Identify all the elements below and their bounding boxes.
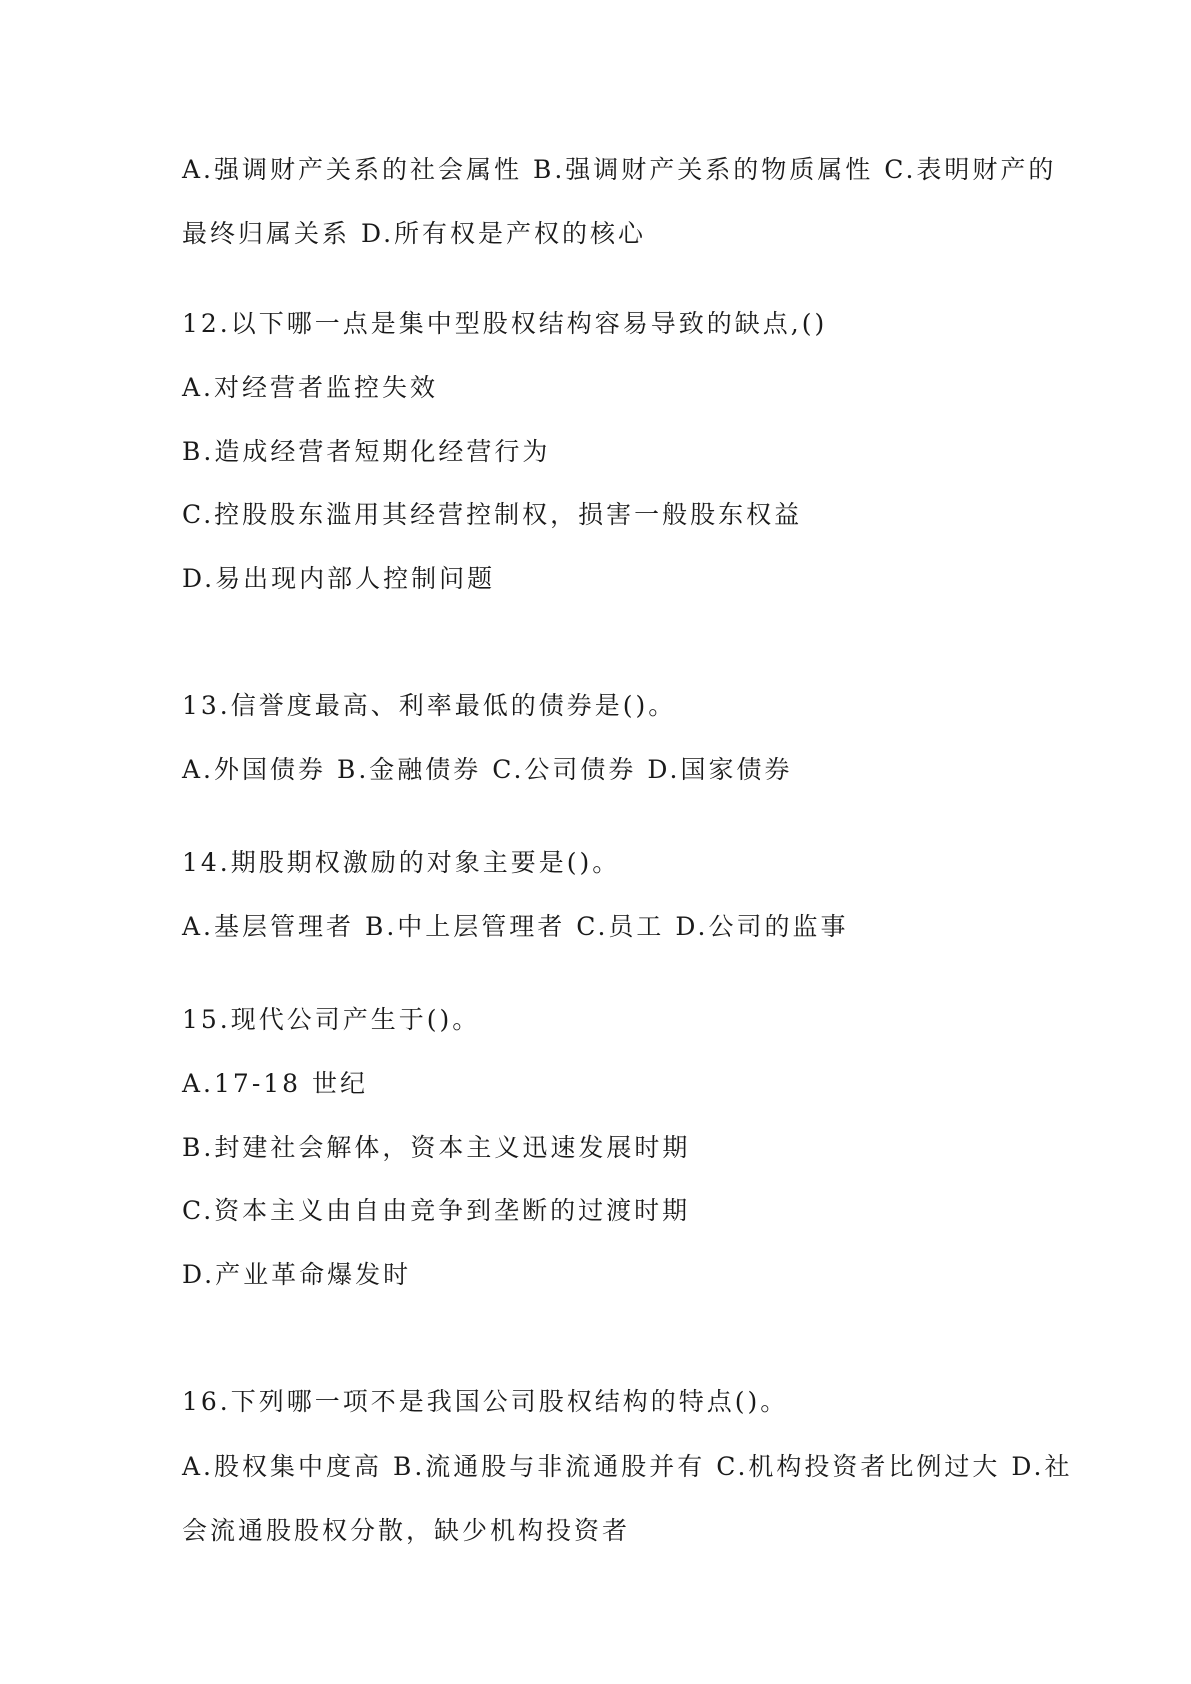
q12-stem: 12.以下哪一点是集中型股权结构容易导致的缺点,() <box>182 309 828 338</box>
q14-options: A.基层管理者 B.中上层管理者 C.员工 D.公司的监事 <box>182 912 849 941</box>
q15-option-d: D.产业革命爆发时 <box>182 1260 412 1289</box>
q12-option-a: A.对经营者监控失效 <box>182 373 439 402</box>
q11-options-line-2: 最终归属关系 D.所有权是产权的核心 <box>182 219 647 248</box>
q13-stem: 13.信誉度最高、利率最低的债券是()。 <box>182 691 677 720</box>
q12-option-d: D.易出现内部人控制问题 <box>182 564 496 593</box>
q16-options-line-1: A.股权集中度高 B.流通股与非流通股并有 C.机构投资者比例过大 D.社 <box>182 1452 1073 1481</box>
q11-options-line-1: A.强调财产关系的社会属性 B.强调财产关系的物质属性 C.表明财产的 <box>182 155 1057 184</box>
q15-option-b: B.封建社会解体，资本主义迅速发展时期 <box>182 1133 691 1162</box>
q15-stem: 15.现代公司产生于()。 <box>182 1005 481 1034</box>
q16-options-line-2: 会流通股股权分散，缺少机构投资者 <box>182 1516 631 1545</box>
q14-stem: 14.期股期权激励的对象主要是()。 <box>182 848 621 877</box>
q12-option-b: B.造成经营者短期化经营行为 <box>182 437 551 466</box>
q16-stem: 16.下列哪一项不是我国公司股权结构的特点()。 <box>182 1387 789 1416</box>
q13-options: A.外国债券 B.金融债券 C.公司债券 D.国家债券 <box>182 755 793 784</box>
q15-option-a: A.17-18 世纪 <box>182 1069 369 1098</box>
q15-option-c: C.资本主义由自由竞争到垄断的过渡时期 <box>182 1196 691 1225</box>
q12-option-c: C.控股股东滥用其经营控制权，损害一般股东权益 <box>182 500 803 529</box>
